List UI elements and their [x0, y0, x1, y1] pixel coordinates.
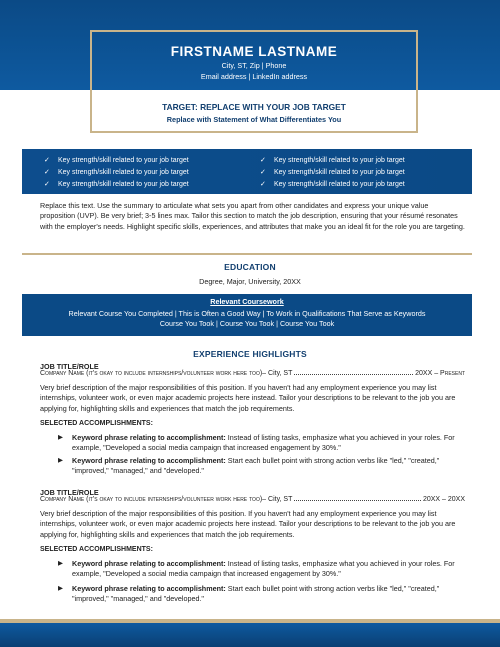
company-name: Company Name (it's okay to include internships/volunteer work here too)	[40, 496, 263, 503]
coursework-line-2: Course You Took | Course You Took | Course You Took	[159, 319, 335, 328]
bullet-icon: ▶	[58, 585, 63, 592]
job-location: – City, ST	[262, 496, 293, 503]
strength-text: Key strength/skill related to your job target	[58, 180, 189, 188]
check-icon: ✓	[260, 157, 266, 165]
dot-leader	[294, 500, 421, 501]
education-heading: EDUCATION	[224, 262, 276, 272]
job-description: Very brief description of the major responsibilities of this position. If you haven't had any employment experience you may list internships, volunteer work, or even major academic projects here instead. Tailor your descriptions to be relevant to the job you are applying for, highlighting skills and experiences that match the job requirements.	[40, 383, 456, 413]
degree-line: Degree, Major, University, 20XX	[199, 277, 301, 286]
bullet-lead: Keyword phrase relating to accomplishment:	[72, 456, 226, 465]
header-box	[90, 30, 418, 133]
footer-band	[0, 623, 500, 647]
check-icon: ✓	[44, 157, 50, 165]
accomplishment-item	[58, 456, 458, 477]
accomplishments-label: SELECTED ACCOMPLISHMENTS:	[40, 546, 153, 553]
bullet-icon: ▶	[58, 560, 63, 567]
name-block	[92, 32, 416, 90]
company-line	[40, 496, 465, 503]
accomplishments-label: SELECTED ACCOMPLISHMENTS:	[40, 420, 153, 427]
experience-heading: EXPERIENCE HIGHLIGHTS	[193, 349, 307, 359]
contact-email: Email address | LinkedIn address	[200, 72, 308, 81]
bullet-icon: ▶	[58, 434, 63, 441]
differentiator: Replace with Statement of What Differentiates You	[166, 115, 342, 124]
job-location: – City, ST	[262, 370, 293, 377]
strengths-col-2	[260, 154, 405, 191]
strengths-band	[22, 149, 472, 194]
coursework-line-1: Relevant Course You Completed | This is Often a Good Way | To Work in Qualifications That Serve as Keywords	[68, 309, 426, 318]
bullet-text: Start each bullet point with strong action verbs like "led," "created," "improved," "managed," and "developed."	[72, 584, 440, 604]
job-title: JOB TITLE/ROLE	[40, 488, 99, 497]
check-icon: ✓	[260, 169, 266, 177]
accomplishment-item	[58, 433, 458, 454]
strength-item	[260, 154, 405, 166]
candidate-name: FIRSTNAME LASTNAME	[170, 44, 338, 59]
strength-text: Key strength/skill related to your job target	[274, 168, 405, 176]
bullet-text: Instead of listing tasks, emphasize what you achieved in your roles. For example, "Developed a social media campaign that increased engagement by 30%."	[72, 559, 455, 579]
job-description: Very brief description of the major responsibilities of this position. If you haven't had any employment experience you may list internships, volunteer work, or even major academic projects here instead. Tailor your descriptions to be relevant to the job you are applying for, highlighting skills and experiences that match the job requirements.	[40, 509, 456, 539]
strength-text: Key strength/skill related to your job target	[58, 168, 189, 176]
strength-item	[44, 166, 189, 178]
job-dates: 20XX – Present	[415, 370, 465, 377]
company-name: Company Name (it's okay to include internships/volunteer work here too)	[40, 370, 263, 377]
strength-text: Key strength/skill related to your job target	[274, 180, 405, 188]
bullet-lead: Keyword phrase relating to accomplishment:	[72, 584, 226, 593]
summary-paragraph: Replace this text. Use the summary to articulate what sets you apart from other candidates and express your unique value proposition (UVP). Be very brief; 3-5 lines max. Tailor this section to match the job description, ensuring that your résumé resonates with the employer's needs. Highlight specific skills, experiences, and attributes that make you an ideal fit for the role you are targeting.	[40, 201, 465, 231]
company-line	[40, 370, 465, 377]
strength-text: Key strength/skill related to your job target	[274, 156, 405, 164]
strength-item	[44, 178, 189, 190]
job-title: JOB TITLE/ROLE	[40, 362, 99, 371]
accomplishment-item	[58, 584, 458, 605]
check-icon: ✓	[260, 181, 266, 189]
job-target: TARGET: REPLACE WITH YOUR JOB TARGET	[162, 102, 346, 112]
bullet-icon: ▶	[58, 457, 63, 464]
bullet-lead: Keyword phrase relating to accomplishment:	[72, 559, 226, 568]
bullet-text: Instead of listing tasks, emphasize what you achieved in your roles. For example, "Developed a social media campaign that increased engagement by 30%."	[72, 433, 455, 453]
strength-item	[260, 178, 405, 190]
accomplishment-item	[58, 559, 458, 580]
dot-leader	[294, 374, 413, 375]
divider	[22, 253, 472, 255]
job-dates: 20XX – 20XX	[422, 496, 465, 503]
contact-address: City, ST, Zip | Phone	[221, 61, 287, 70]
strengths-col-1	[44, 154, 189, 191]
coursework-band	[22, 294, 472, 336]
check-icon: ✓	[44, 169, 50, 177]
strength-item	[260, 166, 405, 178]
strength-text: Key strength/skill related to your job target	[58, 156, 189, 164]
check-icon: ✓	[44, 181, 50, 189]
coursework-title: Relevant Coursework	[210, 297, 284, 306]
strength-item	[44, 154, 189, 166]
coursework-line	[22, 309, 472, 329]
bullet-lead: Keyword phrase relating to accomplishment:	[72, 433, 226, 442]
bullet-text: Start each bullet point with strong action verbs like "led," "created," "improved," "managed," and "developed."	[72, 456, 440, 476]
